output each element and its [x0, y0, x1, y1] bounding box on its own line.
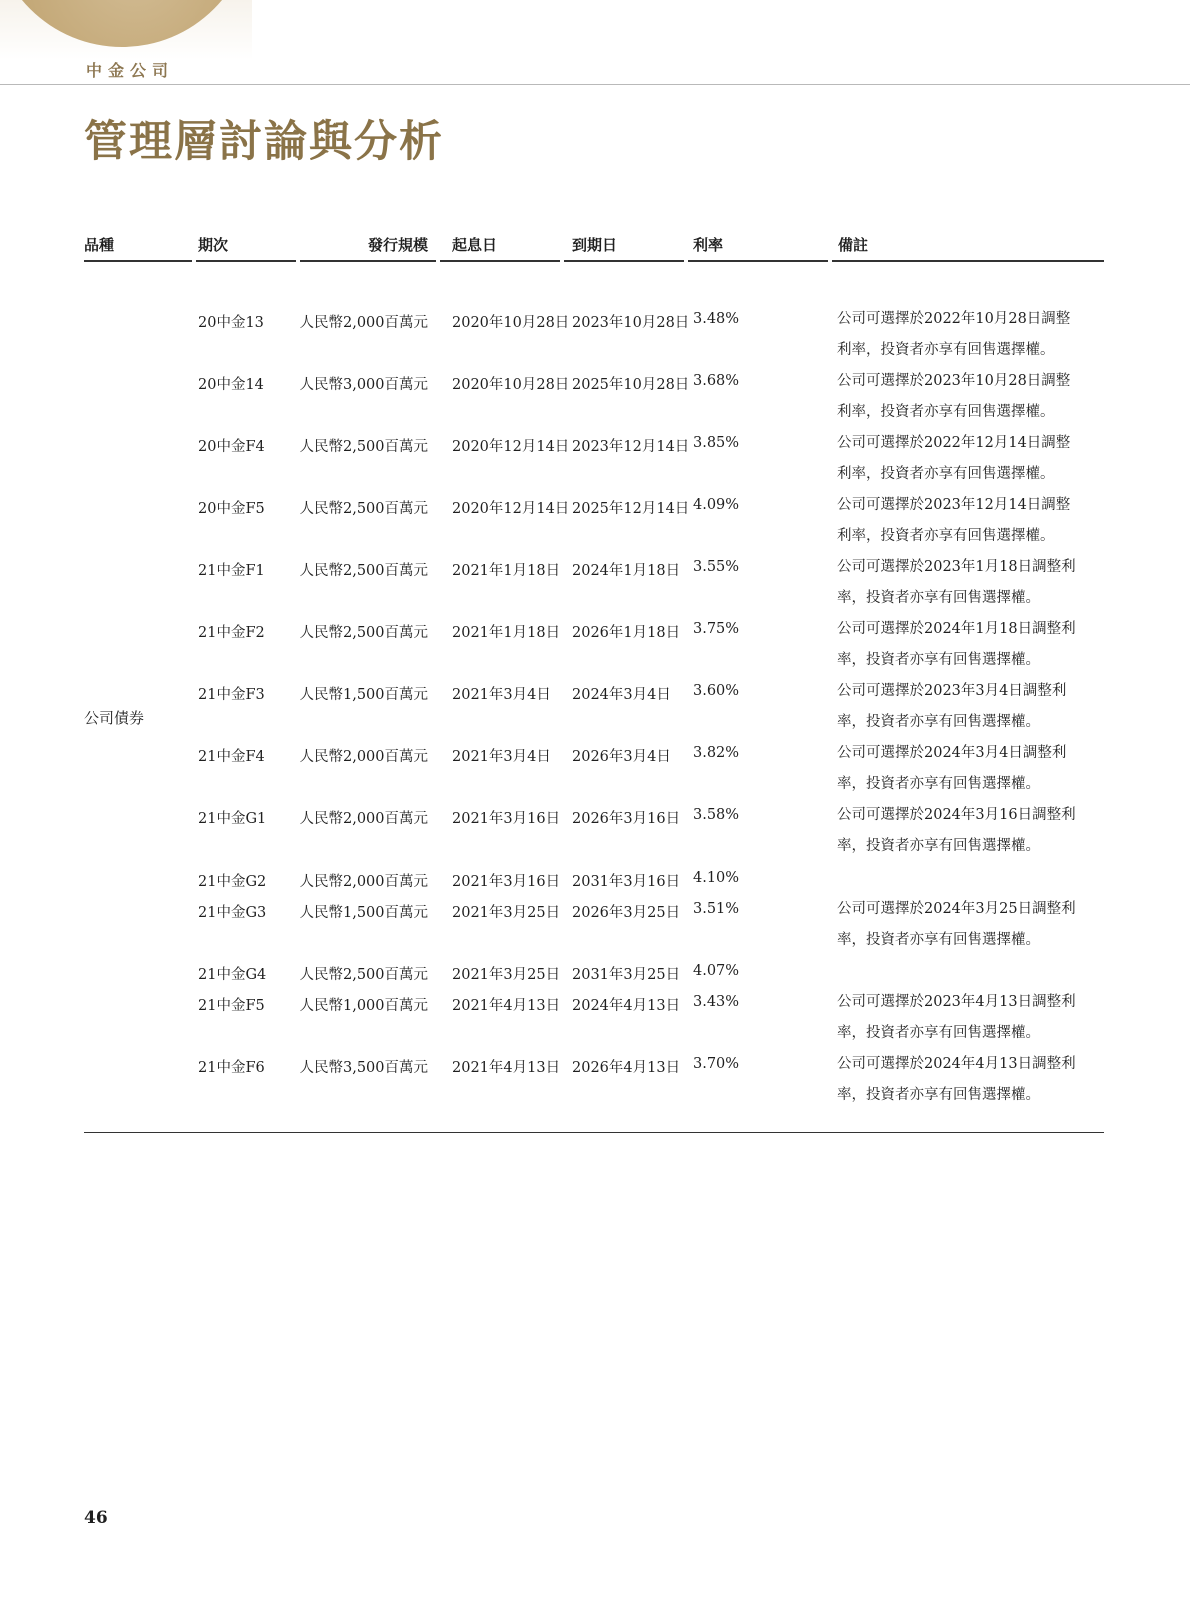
cell-note: 公司可選擇於2022年10月28日調整利率，投資者亦享有回售選擇權。 — [837, 311, 1071, 358]
cell-start: 2021年4月13日 — [452, 1060, 561, 1076]
cell-maturity: 2026年3月4日 — [572, 749, 671, 765]
cell-start: 2021年3月4日 — [452, 687, 551, 703]
column-header-note: 備註 — [838, 236, 869, 254]
cell-issue: 21中金G3 — [198, 905, 267, 921]
cell-maturity: 2026年4月13日 — [572, 1060, 681, 1076]
cell-start: 2020年10月28日 — [452, 377, 570, 393]
cell-size: 人民幣2,500百萬元 — [299, 625, 428, 641]
cell-rate: 3.58% — [693, 807, 740, 823]
cell-note: 公司可選擇於2023年1月18日調整利率，投資者亦享有回售選擇權。 — [837, 559, 1076, 606]
cell-size: 人民幣2,000百萬元 — [299, 315, 428, 331]
cell-rate: 3.55% — [693, 559, 740, 575]
cell-start: 2021年3月4日 — [452, 749, 551, 765]
header-underline — [196, 260, 296, 262]
cell-start: 2021年3月16日 — [452, 874, 561, 890]
cell-start: 2020年12月14日 — [452, 439, 570, 455]
cell-issue: 21中金G1 — [198, 811, 267, 827]
cell-size: 人民幣2,500百萬元 — [299, 563, 428, 579]
cell-rate: 3.68% — [693, 373, 740, 389]
cell-size: 人民幣2,500百萬元 — [299, 967, 428, 983]
cell-issue: 20中金F4 — [198, 439, 265, 455]
cell-note: 公司可選擇於2024年3月25日調整利率，投資者亦享有回售選擇權。 — [837, 901, 1076, 948]
header-divider — [0, 84, 1190, 85]
cell-start: 2021年1月18日 — [452, 563, 561, 579]
cell-maturity: 2023年10月28日 — [572, 315, 690, 331]
cell-start: 2021年4月13日 — [452, 998, 561, 1014]
cell-rate: 3.48% — [693, 311, 740, 327]
cell-issue: 21中金F1 — [198, 563, 265, 579]
column-header-start: 起息日 — [452, 236, 498, 254]
cell-maturity: 2031年3月25日 — [572, 967, 681, 983]
cell-rate: 3.43% — [693, 994, 740, 1010]
cell-note: 公司可選擇於2024年3月16日調整利率，投資者亦享有回售選擇權。 — [837, 807, 1076, 854]
column-header-rate: 利率 — [693, 236, 724, 254]
header-underline — [440, 260, 560, 262]
cell-note: 公司可選擇於2023年4月13日調整利率，投資者亦享有回售選擇權。 — [837, 994, 1076, 1041]
cell-start: 2020年12月14日 — [452, 501, 570, 517]
cell-maturity: 2026年1月18日 — [572, 625, 681, 641]
column-header-maturity: 到期日 — [572, 236, 618, 254]
cell-rate: 4.09% — [693, 497, 740, 513]
cell-rate: 3.70% — [693, 1056, 740, 1072]
cell-note: 公司可選擇於2024年3月4日調整利率，投資者亦享有回售選擇權。 — [837, 745, 1067, 792]
header-underline — [300, 260, 436, 262]
column-header-size: 發行規模 — [367, 236, 428, 254]
cell-start: 2021年3月25日 — [452, 905, 561, 921]
cell-size: 人民幣2,000百萬元 — [299, 749, 428, 765]
cell-issue: 20中金F5 — [198, 501, 265, 517]
cell-size: 人民幣2,000百萬元 — [299, 874, 428, 890]
cell-maturity: 2031年3月16日 — [572, 874, 681, 890]
cell-maturity: 2024年4月13日 — [572, 998, 681, 1014]
category-label: 公司債券 — [84, 709, 145, 727]
cell-issue: 21中金F6 — [198, 1060, 265, 1076]
cell-rate: 3.75% — [693, 621, 740, 637]
cell-maturity: 2024年3月4日 — [572, 687, 671, 703]
cell-size: 人民幣2,500百萬元 — [299, 501, 428, 517]
section-title: 管理層討論與分析 — [84, 117, 444, 167]
cell-issue: 21中金F2 — [198, 625, 265, 641]
cell-note: 公司可選擇於2024年1月18日調整利率，投資者亦享有回售選擇權。 — [837, 621, 1076, 668]
cell-size: 人民幣3,500百萬元 — [299, 1060, 428, 1076]
cell-rate: 3.85% — [693, 435, 740, 451]
cell-note: 公司可選擇於2023年10月28日調整利率，投資者亦享有回售選擇權。 — [837, 373, 1071, 420]
cell-issue: 20中金13 — [198, 315, 264, 331]
cell-note: 公司可選擇於2023年3月4日調整利率，投資者亦享有回售選擇權。 — [837, 683, 1067, 730]
cell-start: 2021年3月16日 — [452, 811, 561, 827]
cell-size: 人民幣2,500百萬元 — [299, 439, 428, 455]
header-underline — [832, 260, 1104, 262]
cell-maturity: 2023年12月14日 — [572, 439, 690, 455]
cell-rate: 3.82% — [693, 745, 740, 761]
cell-note: 公司可選擇於2023年12月14日調整利率，投資者亦享有回售選擇權。 — [837, 497, 1071, 544]
cell-rate: 4.10% — [693, 870, 740, 886]
cell-issue: 20中金14 — [198, 377, 264, 393]
cell-rate: 3.60% — [693, 683, 740, 699]
cell-maturity: 2024年1月18日 — [572, 563, 681, 579]
logo-circle — [0, 0, 252, 47]
cell-rate: 4.07% — [693, 963, 740, 979]
table-bottom-rule — [84, 1132, 1104, 1133]
cell-size: 人民幣1,000百萬元 — [299, 998, 428, 1014]
cell-issue: 21中金G2 — [198, 874, 267, 890]
header-underline — [84, 260, 192, 262]
cell-maturity: 2026年3月16日 — [572, 811, 681, 827]
cell-note: 公司可選擇於2024年4月13日調整利率，投資者亦享有回售選擇權。 — [837, 1056, 1076, 1103]
company-name: 中金公司 — [86, 61, 175, 80]
page-number: 46 — [84, 1508, 108, 1528]
cell-maturity: 2026年3月25日 — [572, 905, 681, 921]
cell-size: 人民幣1,500百萬元 — [299, 687, 428, 703]
cell-size: 人民幣3,000百萬元 — [299, 377, 428, 393]
cell-start: 2021年3月25日 — [452, 967, 561, 983]
cell-rate: 3.51% — [693, 901, 740, 917]
header-underline — [688, 260, 828, 262]
cell-note: 公司可選擇於2022年12月14日調整利率，投資者亦享有回售選擇權。 — [837, 435, 1071, 482]
column-header-type: 品種 — [84, 236, 115, 254]
cell-issue: 21中金F4 — [198, 749, 265, 765]
cell-start: 2021年1月18日 — [452, 625, 561, 641]
cell-issue: 21中金F5 — [198, 998, 265, 1014]
cell-size: 人民幣1,500百萬元 — [299, 905, 428, 921]
cell-maturity: 2025年12月14日 — [572, 501, 690, 517]
cell-size: 人民幣2,000百萬元 — [299, 811, 428, 827]
column-header-issue: 期次 — [198, 236, 229, 254]
cell-issue: 21中金G4 — [198, 967, 267, 983]
cell-maturity: 2025年10月28日 — [572, 377, 690, 393]
header-underline — [564, 260, 684, 262]
cell-issue: 21中金F3 — [198, 687, 265, 703]
cell-start: 2020年10月28日 — [452, 315, 570, 331]
